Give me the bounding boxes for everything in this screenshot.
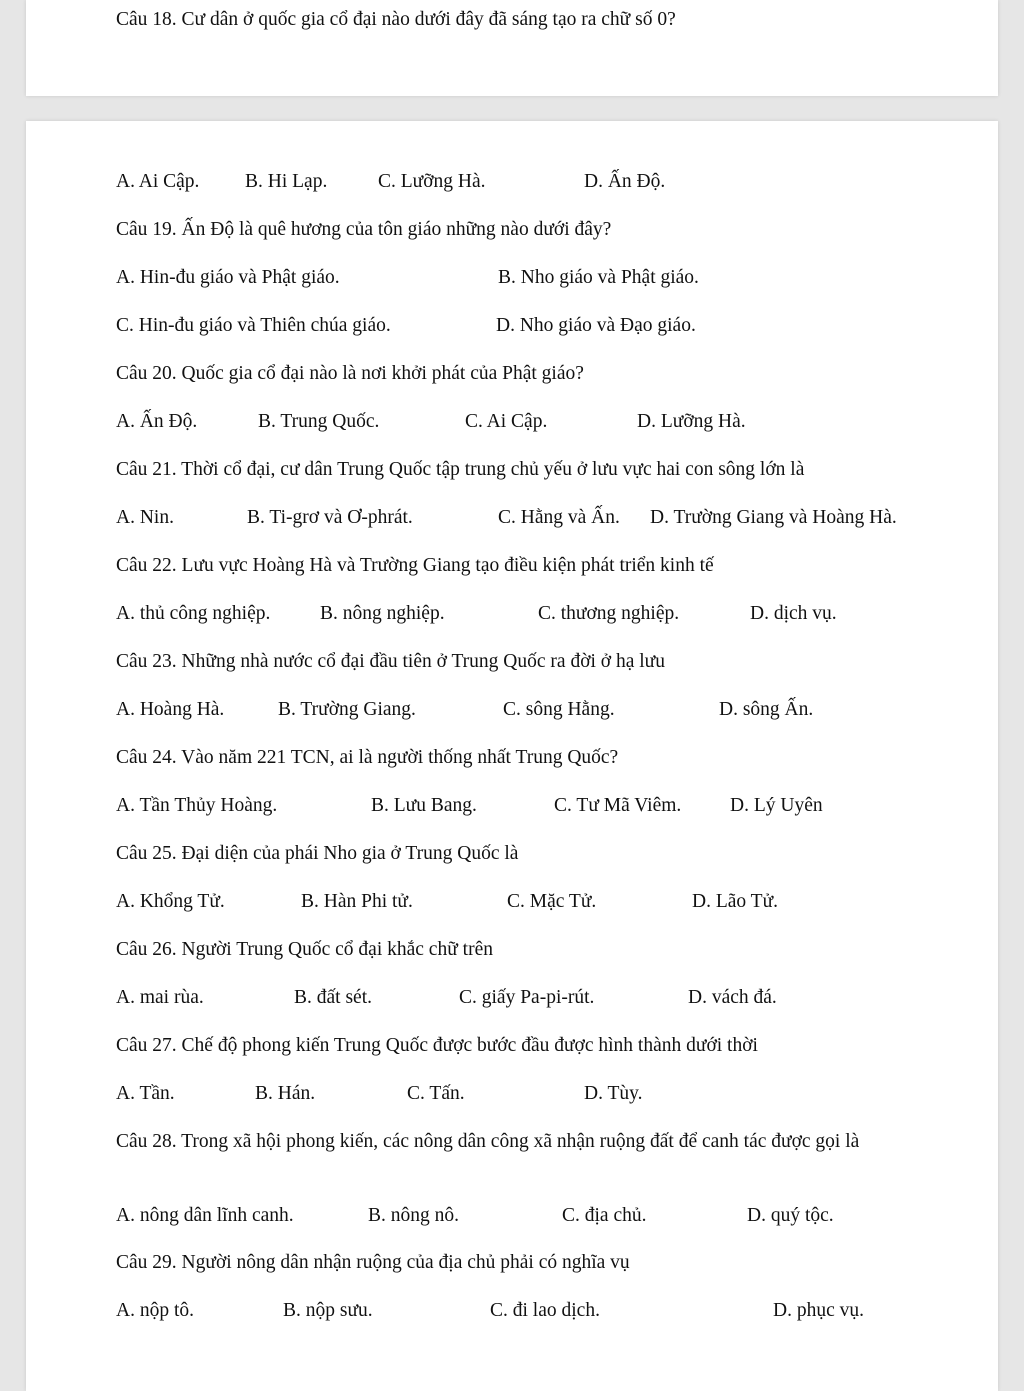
question-25-text: Câu 25. Đại diện của phái Nho gia ở Trung Quốc là [116, 843, 519, 864]
q20-option-a: A. Ấn Độ. [116, 411, 198, 432]
q21-option-a: A. Nin. [116, 507, 174, 528]
q21-option-d: D. Trường Giang và Hoàng Hà. [650, 507, 897, 528]
q25-option-b: B. Hàn Phi tử. [301, 891, 413, 912]
q28-option-c: C. địa chủ. [562, 1205, 647, 1226]
question-19-text: Câu 19. Ấn Độ là quê hương của tôn giáo những nào dưới đây? [116, 219, 612, 240]
q25-option-c: C. Mặc Tử. [507, 891, 597, 912]
q23-option-a: A. Hoàng Hà. [116, 699, 225, 720]
q18-option-a: A. Ai Cập. [116, 171, 200, 192]
q28-option-d: D. quý tộc. [747, 1205, 834, 1226]
q24-option-d: D. Lý Uyên [730, 795, 823, 816]
q22-option-b: B. nông nghiệp. [320, 603, 445, 624]
q23-option-c: C. sông Hằng. [503, 699, 615, 720]
q24-option-b: B. Lưu Bang. [371, 795, 477, 816]
q18-option-b: B. Hi Lạp. [245, 171, 328, 192]
q27-option-b: B. Hán. [255, 1083, 316, 1104]
q19-option-c: C. Hin-đu giáo và Thiên chúa giáo. [116, 315, 391, 336]
q29-option-c: C. đi lao dịch. [490, 1300, 600, 1321]
q27-option-a: A. Tần. [116, 1083, 175, 1104]
q18-option-c: C. Lưỡng Hà. [378, 171, 486, 192]
q28-option-a: A. nông dân lĩnh canh. [116, 1205, 294, 1226]
q23-option-b: B. Trường Giang. [278, 699, 416, 720]
q21-option-b: B. Ti-grơ và Ơ-phrát. [247, 507, 413, 528]
question-18-text: Câu 18. Cư dân ở quốc gia cổ đại nào dưới đây đã sáng tạo ra chữ số 0? [116, 9, 676, 30]
top-page-fragment [26, 0, 998, 96]
q28-option-b: B. nông nô. [368, 1205, 460, 1226]
q26-option-d: D. vách đá. [688, 987, 777, 1008]
q22-option-d: D. dịch vụ. [750, 603, 837, 624]
q22-option-a: A. thủ công nghiệp. [116, 603, 271, 624]
question-20-text: Câu 20. Quốc gia cổ đại nào là nơi khởi phát của Phật giáo? [116, 363, 584, 384]
q26-option-c: C. giấy Pa-pi-rút. [459, 987, 595, 1008]
q27-option-d: D. Tùy. [584, 1083, 643, 1104]
q25-option-d: D. Lão Tử. [692, 891, 779, 912]
q26-option-a: A. mai rùa. [116, 987, 204, 1008]
q19-option-b: B. Nho giáo và Phật giáo. [498, 267, 699, 288]
q20-option-d: D. Lưỡng Hà. [637, 411, 746, 432]
q29-option-d: D. phục vụ. [773, 1300, 864, 1321]
q18-option-d: D. Ấn Độ. [584, 171, 666, 192]
q19-option-a: A. Hin-đu giáo và Phật giáo. [116, 267, 340, 288]
question-24-text: Câu 24. Vào năm 221 TCN, ai là người thống nhất Trung Quốc? [116, 747, 619, 768]
question-23-text: Câu 23. Những nhà nước cổ đại đầu tiên ở Trung Quốc ra đời ở hạ lưu [116, 651, 665, 672]
q21-option-c: C. Hằng và Ấn. [498, 507, 620, 528]
question-28-text: Câu 28. Trong xã hội phong kiến, các nông dân công xã nhận ruộng đất để canh tác được gọi là [116, 1131, 860, 1152]
q29-option-a: A. nộp tô. [116, 1300, 194, 1321]
question-26-text: Câu 26. Người Trung Quốc cổ đại khắc chữ trên [116, 939, 493, 960]
question-29-text: Câu 29. Người nông dân nhận ruộng của địa chủ phải có nghĩa vụ [116, 1252, 630, 1273]
q20-option-c: C. Ai Cập. [465, 411, 548, 432]
q19-option-d: D. Nho giáo và Đạo giáo. [496, 315, 696, 336]
q22-option-c: C. thương nghiệp. [538, 603, 680, 624]
question-21-text: Câu 21. Thời cổ đại, cư dân Trung Quốc tập trung chủ yếu ở lưu vực hai con sông lớn là [116, 459, 805, 480]
q20-option-b: B. Trung Quốc. [258, 411, 380, 432]
q24-option-a: A. Tần Thủy Hoàng. [116, 795, 278, 816]
q25-option-a: A. Khổng Tử. [116, 891, 225, 912]
q26-option-b: B. đất sét. [294, 987, 372, 1008]
question-22-text: Câu 22. Lưu vực Hoàng Hà và Trường Giang tạo điều kiện phát triển kinh tế [116, 555, 714, 576]
question-27-text: Câu 27. Chế độ phong kiến Trung Quốc được bước đầu được hình thành dưới thời [116, 1035, 758, 1056]
q27-option-c: C. Tấn. [407, 1083, 465, 1104]
main-page [26, 121, 998, 1391]
q23-option-d: D. sông Ấn. [719, 699, 814, 720]
q24-option-c: C. Tư Mã Viêm. [554, 795, 682, 816]
q29-option-b: B. nộp sưu. [283, 1300, 373, 1321]
